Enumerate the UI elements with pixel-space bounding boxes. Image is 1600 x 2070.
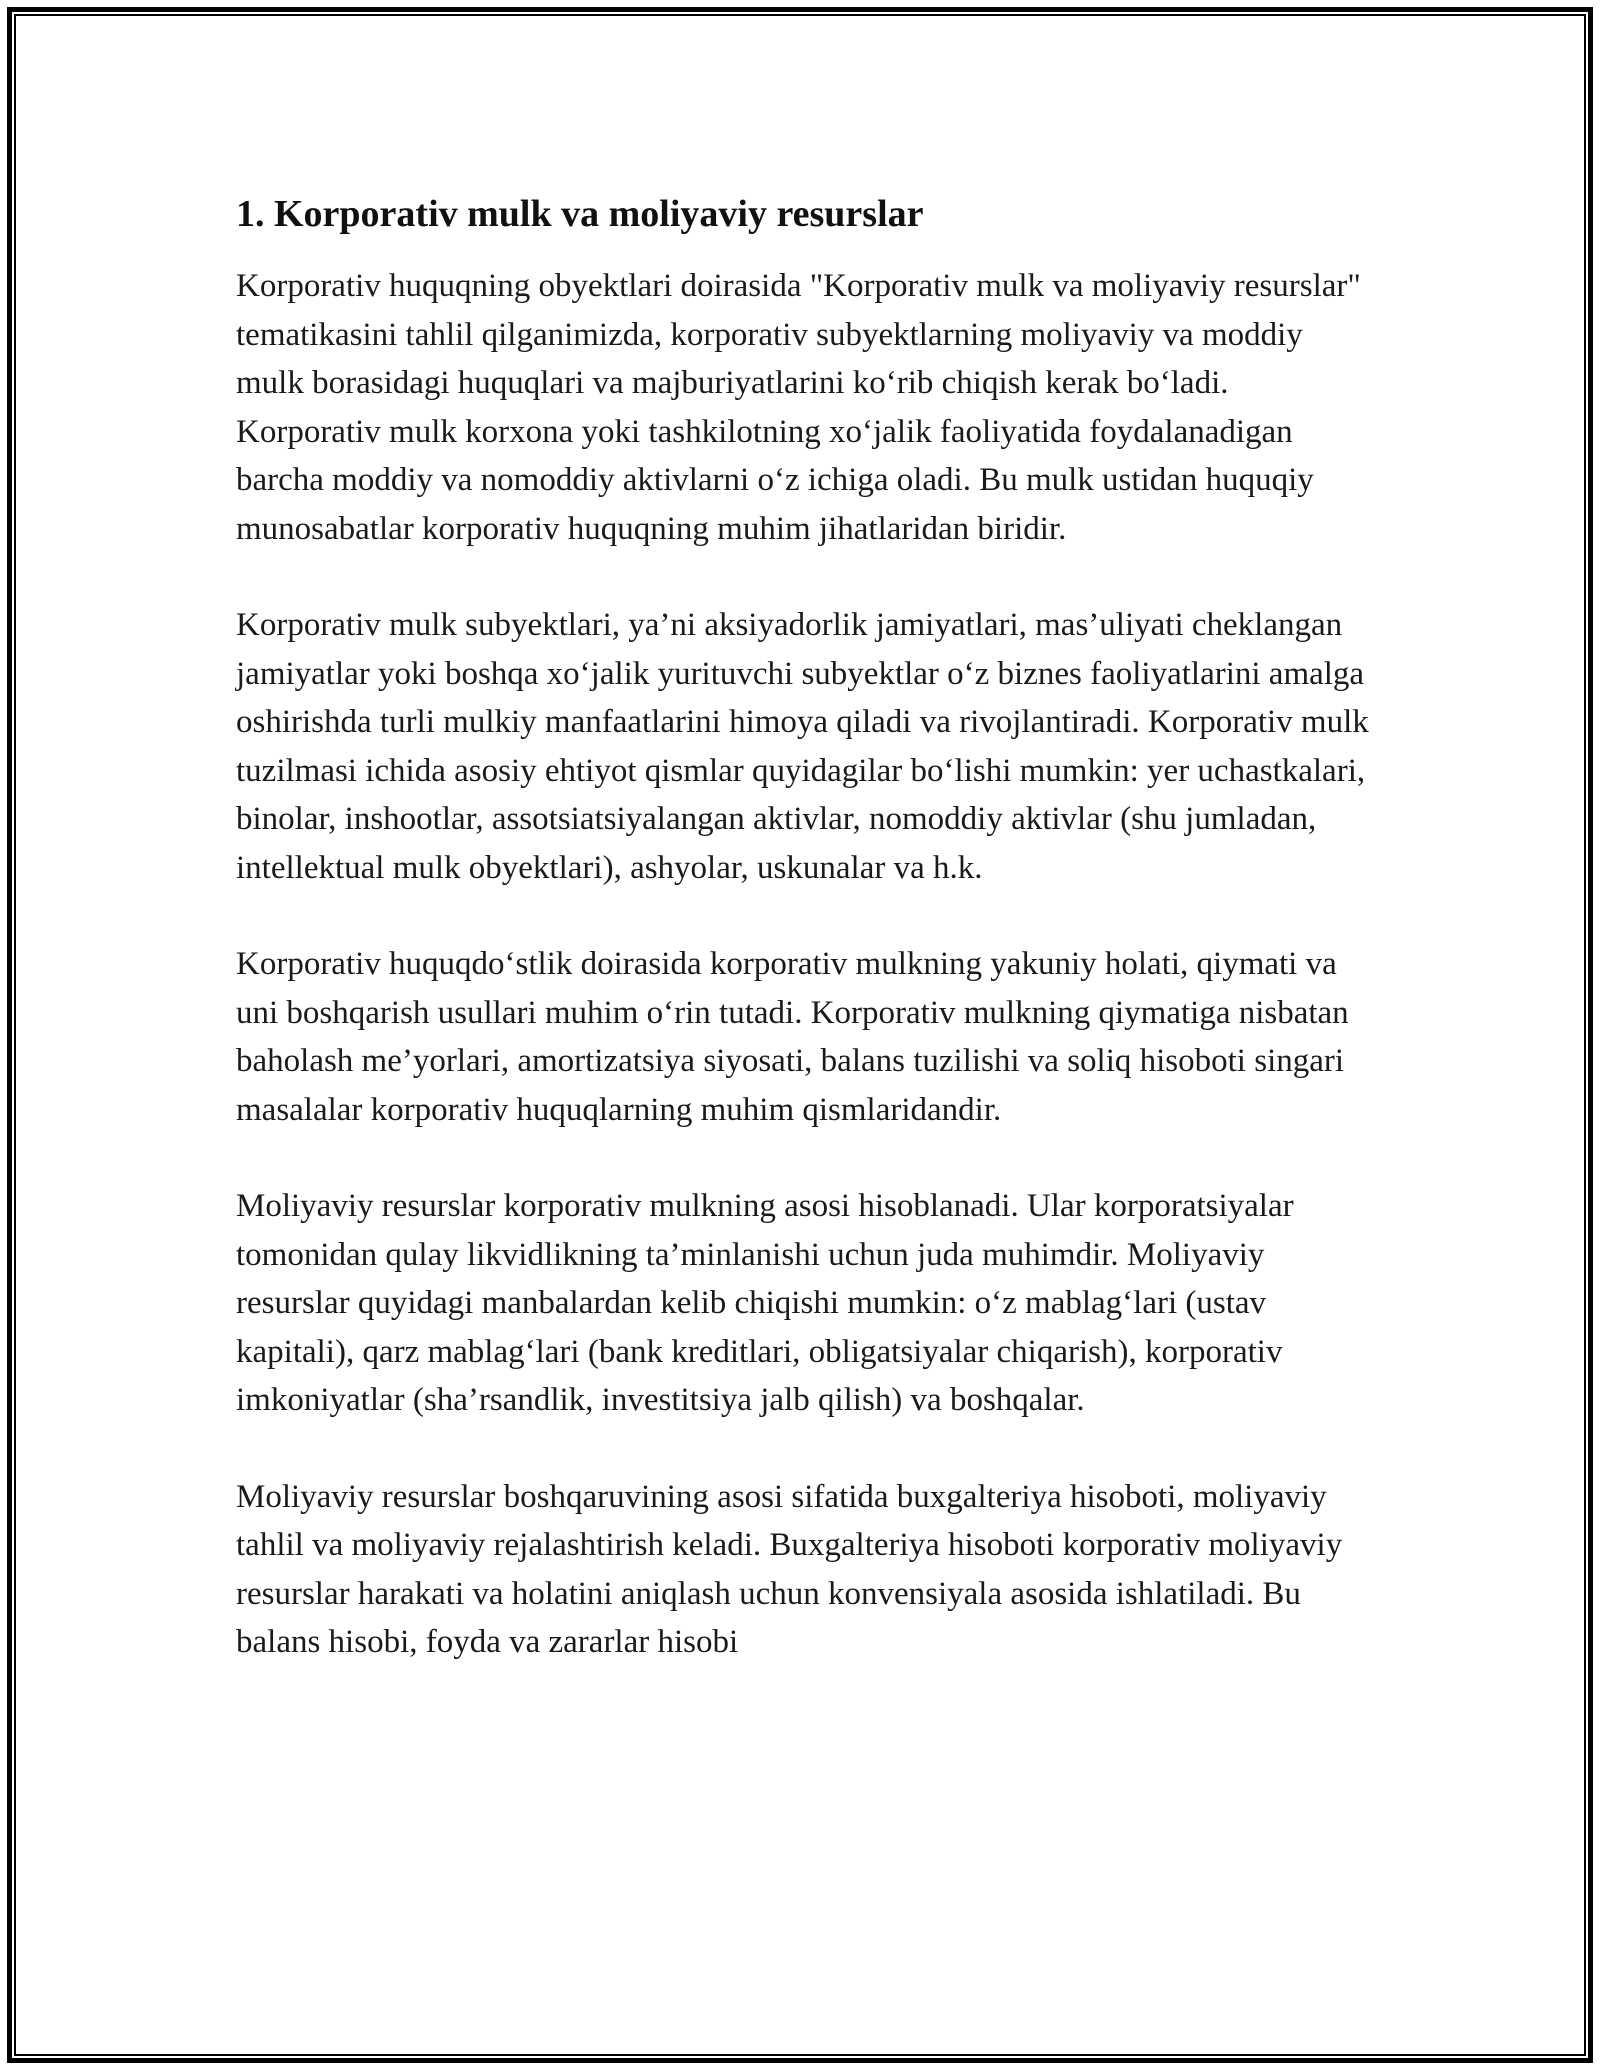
paragraph-1: Korporativ huquqning obyektlari doirasida "Korporativ mulk va moliyaviy resurslar" tematikasini tahlil qilganimizda, korporativ subyektlarning moliyaviy va moddiy mulk borasidagi huquqlari va majburiyatlarini koʻrib chiqish kerak boʻladi. Korporativ mulk korxona yoki tashkilotning xoʻjalik faoliyatida foydalanadigan barcha moddiy va nomoddiy aktivlarni oʻz ichiga oladi. Bu mulk ustidan huquqiy munosabatlar korporativ huquqning muhim jihatlaridan biridir. xyxy=(236,268,1361,547)
section-heading: 1. Korporativ mulk va moliyaviy resurslar xyxy=(236,193,924,235)
paragraph-5: Moliyaviy resurslar boshqaruvining asosi sifatida buxgalteriya hisoboti, moliyaviy tahlil va moliyaviy rejalashtirish keladi. Buxgalteriya hisoboti korporativ moliyaviy resurslar harakati va holatini aniqlash uchun konvensiyala asosida ishlatiladi. Bu balans hisobi, foyda va zararlar hisobi xyxy=(236,1478,1343,1660)
paragraph-2: Korporativ mulk subyektlari, ya’ni aksiyadorlik jamiyatlari, mas’uliyati cheklangan jamiyatlar yoki boshqa xoʻjalik yurituvchi subyektlar oʻz biznes faoliyatlarini amalga oshirishda turli mulkiy manfaatlarini himoya qiladi va rivojlantiradi. Korporativ mulk tuzilmasi ichida asosiy ehtiyot qismlar quyidagilar boʻlishi mumkin: yer uchastkalari, binolar, inshootlar, assotsiatsiyalangan aktivlar, nomoddiy aktivlar (shu jumladan, intellektual mulk obyektlari), ashyolar, uskunalar va h.k. xyxy=(236,607,1369,886)
document-body xyxy=(236,188,1376,1715)
paragraph-4: Moliyaviy resurslar korporativ mulkning asosi hisoblanadi. Ular korporatsiyalar tomonidan qulay likvidlikning ta’minlanishi uchun juda muhimdir. Moliyaviy resurslar quyidagi manbalardan kelib chiqishi mumkin: oʻz mablagʻlari (ustav kapitali), qarz mablagʻlari (bank kreditlari, obligatsiyalar chiqarish), korporativ imkoniyatlar (sha’rsandlik, investitsiya jalb qilish) va boshqalar. xyxy=(236,1188,1294,1418)
paragraph-3: Korporativ huquqdoʻstlik doirasida korporativ mulkning yakuniy holati, qiymati va uni boshqarish usullari muhim oʻrin tutadi. Korporativ mulkning qiymatiga nisbatan baholash me’yorlari, amortizatsiya siyosati, balans tuzilishi va soliq hisoboti singari masalalar korporativ huquqlarning muhim qismlaridandir. xyxy=(236,946,1349,1128)
